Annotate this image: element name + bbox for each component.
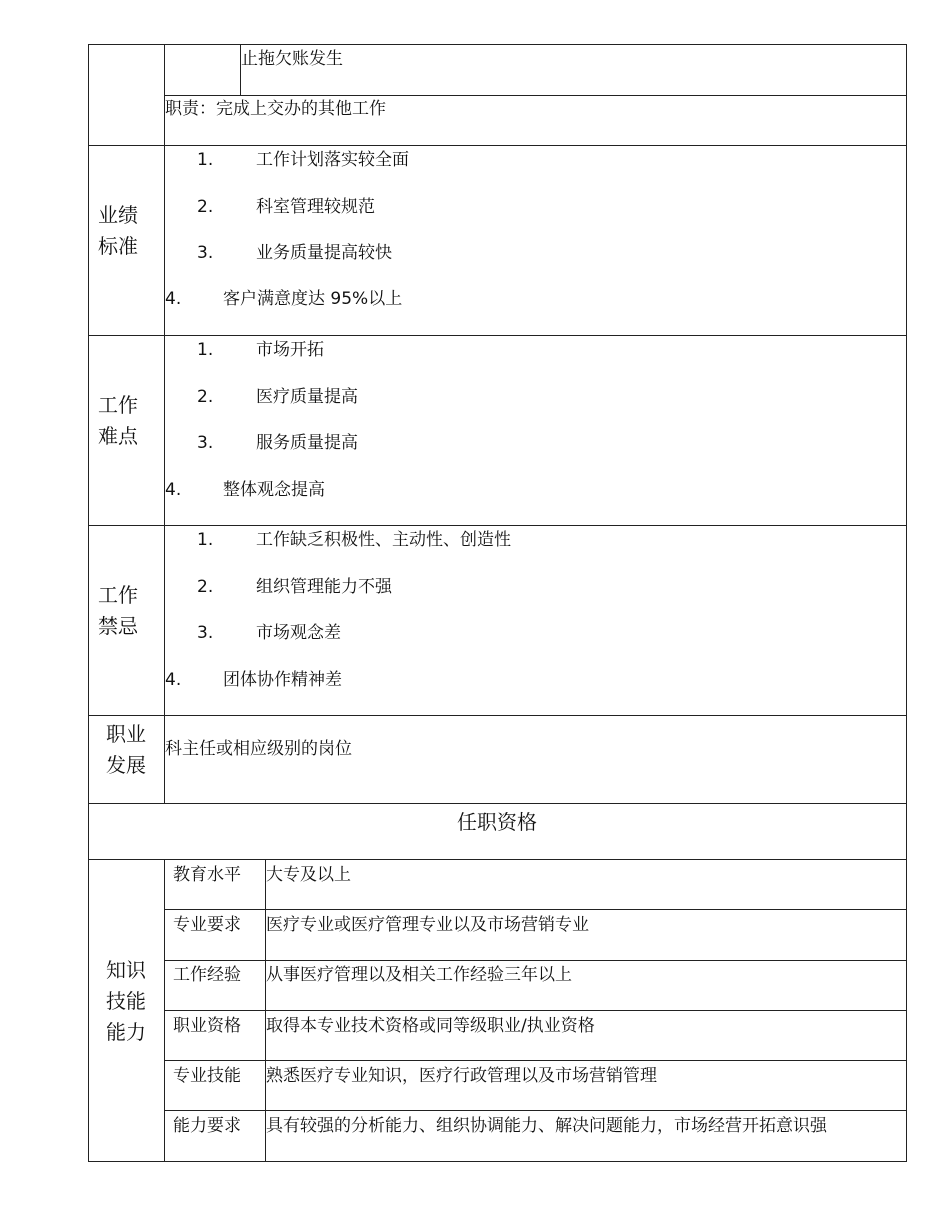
- qual-row-divider-2: [164, 960, 906, 961]
- row-divider-5: [88, 715, 906, 716]
- qual-key: 专业要求: [173, 915, 241, 935]
- row-divider-4: [88, 525, 906, 526]
- difficulties-label-line1: 工作: [98, 393, 138, 417]
- list-number: 1.: [197, 530, 214, 550]
- performance-label: [88, 200, 148, 262]
- list-item: 业务质量提高较快: [256, 243, 392, 263]
- list-number: 4.: [165, 480, 182, 500]
- list-number: 4.: [165, 670, 182, 690]
- difficulties-label: [88, 390, 148, 452]
- qual-value: 大专及以上: [266, 865, 351, 885]
- list-number: 1.: [197, 340, 214, 360]
- qual-key: 教育水平: [173, 865, 241, 885]
- list-item: 科室管理较规范: [256, 197, 375, 217]
- list-item: 团体协作精神差: [223, 670, 342, 690]
- career-label-line1: 职业: [106, 722, 146, 746]
- list-item: 客户满意度达 95%以上: [223, 289, 403, 309]
- qual-value: 具有较强的分析能力、组织协调能力、解决问题能力，市场经营开拓意识强: [266, 1116, 827, 1136]
- qual-row-divider-3: [164, 1010, 906, 1011]
- border-bottom: [88, 1161, 907, 1162]
- taboos-label-line1: 工作: [98, 583, 138, 607]
- list-number: 4.: [165, 289, 182, 309]
- list-item: 组织管理能力不强: [256, 577, 392, 597]
- qual-row-divider-5: [164, 1110, 906, 1111]
- list-item: 整体观念提高: [223, 480, 325, 500]
- qualifications-heading: 任职资格: [457, 810, 537, 834]
- row-divider-3: [88, 335, 906, 336]
- list-number: 3.: [197, 623, 214, 643]
- career-label: [96, 719, 156, 781]
- qual-key: 专业技能: [173, 1066, 241, 1086]
- taboos-label: [88, 580, 148, 642]
- row-divider-7: [88, 859, 906, 860]
- list-number: 1.: [197, 150, 214, 170]
- qual-key: 能力要求: [173, 1116, 241, 1136]
- qual-key: 工作经验: [173, 965, 241, 985]
- career-label-line2: 发展: [106, 753, 146, 777]
- list-number: 2.: [197, 577, 214, 597]
- list-number: 2.: [197, 387, 214, 407]
- row-divider-1: [164, 95, 906, 96]
- list-item: 医疗质量提高: [256, 387, 358, 407]
- qual-row-divider-1: [164, 909, 906, 910]
- list-item: 工作计划落实较全面: [256, 150, 409, 170]
- list-item: 市场开拓: [256, 340, 324, 360]
- list-item: 服务质量提高: [256, 433, 358, 453]
- border-right: [906, 44, 907, 1162]
- continued-duty-text: 止拖欠账发生: [241, 49, 343, 69]
- group-label-line1: 知识: [106, 958, 146, 982]
- row-divider-2: [88, 145, 906, 146]
- list-item: 市场观念差: [256, 623, 341, 643]
- group-label-line2: 技能: [106, 989, 146, 1013]
- other-duty-text: 职责：完成上交办的其他工作: [165, 99, 386, 119]
- border-top: [88, 44, 906, 45]
- group-label-line3: 能力: [106, 1020, 146, 1044]
- list-item: 工作缺乏积极性、主动性、创造性: [256, 530, 511, 550]
- qual-value: 从事医疗管理以及相关工作经验三年以上: [266, 965, 572, 985]
- qual-row-divider-4: [164, 1060, 906, 1061]
- performance-label-line2: 标准: [98, 234, 138, 258]
- difficulties-label-line2: 难点: [98, 424, 138, 448]
- performance-label-line1: 业绩: [98, 203, 138, 227]
- qual-value: 熟悉医疗专业知识，医疗行政管理以及市场营销管理: [266, 1066, 657, 1086]
- career-text: 科主任或相应级别的岗位: [165, 739, 352, 759]
- list-number: 3.: [197, 433, 214, 453]
- row-divider-6: [88, 803, 906, 804]
- list-number: 2.: [197, 197, 214, 217]
- qual-value: 医疗专业或医疗管理专业以及市场营销专业: [266, 915, 589, 935]
- qualifications-group-label: [96, 955, 156, 1048]
- qual-value: 取得本专业技术资格或同等级职业/执业资格: [266, 1016, 595, 1036]
- qual-key: 职业资格: [173, 1016, 241, 1036]
- taboos-label-line2: 禁忌: [98, 614, 138, 638]
- list-number: 3.: [197, 243, 214, 263]
